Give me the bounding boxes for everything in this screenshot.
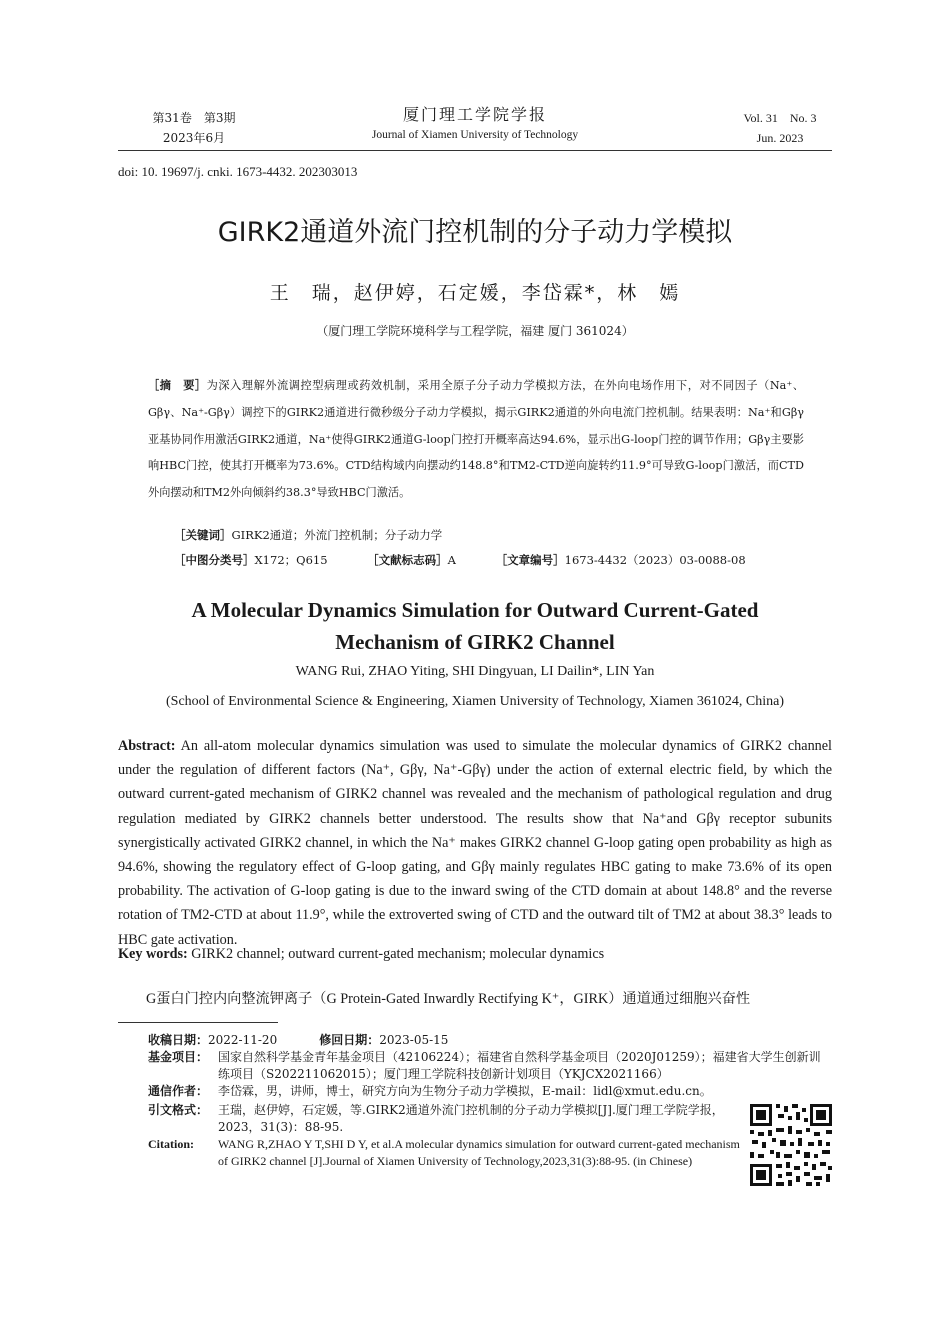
qr-code-graphic (748, 1102, 834, 1188)
doc-code-label: ［文献标志码］ (367, 553, 448, 567)
header-volume-cn (134, 108, 254, 148)
abstract-cn-text: 为深入理解外流调控型病理或药效机制，采用全原子分子动力学模拟方法，在外向电场作用下，对不同因子（Na⁺、Gβγ、Na⁺-Gβγ）调控下的GIRK2通道进行微秒级分子动力学模拟，揭示GIRK2通道的外向电流门控机制。结果表明：Na⁺和Gβγ亚基协同作用激活GIRK2通道，Na⁺使得GIRK2通道G-loop门控打开概率高达94.6%，显示出G-loop门控的调节作用；Gβγ主要影响HBC门控，使其打开概率为73.6%。CTD结构域内向摆动约148.8°和TM2-CTD逆向旋转约11.9°可导致G-loop门激活，而CTD外向摆动和TM2外向倾斜约38.3°导致HBC门激活。 (148, 379, 804, 500)
paper-title-en (118, 594, 832, 658)
abstract-en-label: Abstract: (118, 738, 176, 754)
issue-date-cn: 2023年6月 (162, 131, 226, 145)
footnote-rule (118, 1022, 278, 1023)
classification-cn (174, 552, 782, 568)
received-date: 2022-11-20 (208, 1033, 278, 1047)
abstract-cn (148, 372, 804, 507)
article-number-label: ［文章编号］ (495, 553, 565, 567)
cite-cn-text: 王瑞，赵伊婷，石定媛，等.GIRK2通道外流门控机制的分子动力学模拟[J].厦门理工学院学报，2023，31(3)：88-95. (218, 1103, 724, 1134)
revised-label: 修回日期： (319, 1033, 380, 1047)
keywords-cn (174, 527, 442, 543)
paper-title-en-line2: Mechanism of GIRK2 Channel (335, 630, 615, 654)
header-journal (330, 104, 620, 144)
received-label: 收稿日期： (148, 1033, 209, 1047)
revised-date: 2023-05-15 (379, 1033, 449, 1047)
keywords-en (118, 946, 832, 963)
keywords-cn-label: ［关键词］ (174, 528, 232, 542)
footnote-dates (148, 1032, 448, 1049)
fund-label: 基金项目： (148, 1050, 209, 1064)
authors-en: WANG Rui, ZHAO Yiting, SHI Dingyuan, LI Dailin*, LIN Yan (295, 664, 655, 679)
volume-issue-en: Vol. 31 No. 3 (743, 111, 817, 125)
journal-name-cn: 厦门理工学院学报 (402, 105, 547, 124)
keywords-en-text: GIRK2 channel; outward current-gated mechanism; molecular dynamics (191, 946, 605, 962)
body-first-line: G蛋白门控内向整流钾离子（G Protein-Gated Inwardly Rectifying K⁺，GIRK）通道通过细胞兴奋性 (146, 991, 751, 1007)
doc-code (367, 553, 474, 567)
doi: doi: 10. 19697/j. cnki. 1673-4432. 202303013 (118, 164, 358, 179)
corr-label: 通信作者： (148, 1084, 209, 1098)
cite-en-text: WANG R,ZHAO Y T,SHI D Y, et al.A molecular dynamics simulation for outward current-gated mechanism of GIRK2 channel [J].Journal of Xiamen University of Technology,2023,31(3):88-95. (in Chinese) (218, 1137, 740, 1168)
footnote-corresponding (148, 1083, 748, 1100)
affiliation-cn: （厦门理工学院环境科学与工程学院，福建 厦门 361024） (316, 324, 634, 338)
fund-text: 国家自然科学基金青年基金项目（42106224）；福建省自然科学基金项目（2020J01259）；福建省大学生创新训练项目（S202211062015）；厦门理工学院科技创新计划项目（YKJCX2021166） (218, 1050, 821, 1081)
volume-issue-cn: 第31卷 第3期 (152, 111, 236, 125)
authors-cn: 王 瑞，赵伊婷，石定媛，李岱霖*，林 嫣 (269, 282, 681, 304)
affiliation-en: (School of Environmental Science & Engineering, Xiamen University of Technology, Xiamen 361024, China) (166, 694, 784, 709)
footnote-citation-cn (148, 1102, 748, 1135)
abstract-en (118, 734, 832, 952)
abstract-cn-label: ［摘 要］ (148, 378, 207, 392)
cite-en-label: Citation: (148, 1137, 194, 1151)
qr-code-icon[interactable] (748, 1102, 834, 1188)
article-number-value: 1673-4432（2023）03-0088-08 (564, 553, 746, 567)
footnote-fund (148, 1049, 836, 1082)
paper-title-cn: GIRK2通道外流门控机制的分子动力学模拟 (217, 217, 733, 248)
keywords-en-label: Key words: (118, 946, 188, 962)
footnote-citation-en (148, 1136, 748, 1169)
corr-text: 李岱霖，男，讲师，博士，研究方向为生物分子动力学模拟，E-mail：lidl@xmut.edu.cn。 (218, 1084, 712, 1098)
clc-label: ［中图分类号］ (174, 553, 255, 567)
clc (174, 553, 346, 567)
header-rule (118, 150, 832, 151)
abstract-en-text: An all-atom molecular dynamics simulation was used to simulate the molecular dynamics of GIRK2 channel under the regulation of different factors (Na⁺, Gβγ, Na⁺-Gβγ) under the action of external electric field, by which the outward current-gated mechanism of GIRK2 channel was revealed and the mechanism of pathological regulation and drug regulation mediated by GIRK2 channels better understood. The results show that Na⁺and Gβγ receptor subunits synergistically activated GIRK2 channel, in which the Na⁺ makes GIRK2 channel G-loop gating open probability as high as 94.6%, showing the regulatory effect of G-loop gating, and Gβγ mainly regulates HBC gating to make 73.6% of its open probability. The activation of G-loop gating is due to the inward swing of the CTD domain at about 148.8° and the reverse rotation of TM2-CTD at about 11.9°, while the extroverted swing of CTD and the outward tilt of TM2 at about 38.3° leads to HBC gate activation. (118, 738, 833, 948)
doc-code-value: A (447, 553, 456, 567)
paper-title-en-line1: A Molecular Dynamics Simulation for Outward Current-Gated (191, 598, 759, 622)
journal-name-en: Journal of Xiamen University of Technology (371, 129, 579, 141)
cite-cn-label: 引文格式： (148, 1103, 209, 1117)
keywords-cn-text: GIRK2通道；外流门控机制；分子动力学 (231, 528, 443, 542)
clc-value: X172；Q615 (254, 553, 328, 567)
issue-date-en: Jun. 2023 (756, 131, 804, 145)
article-number (496, 553, 764, 567)
header-volume-en (720, 108, 840, 148)
